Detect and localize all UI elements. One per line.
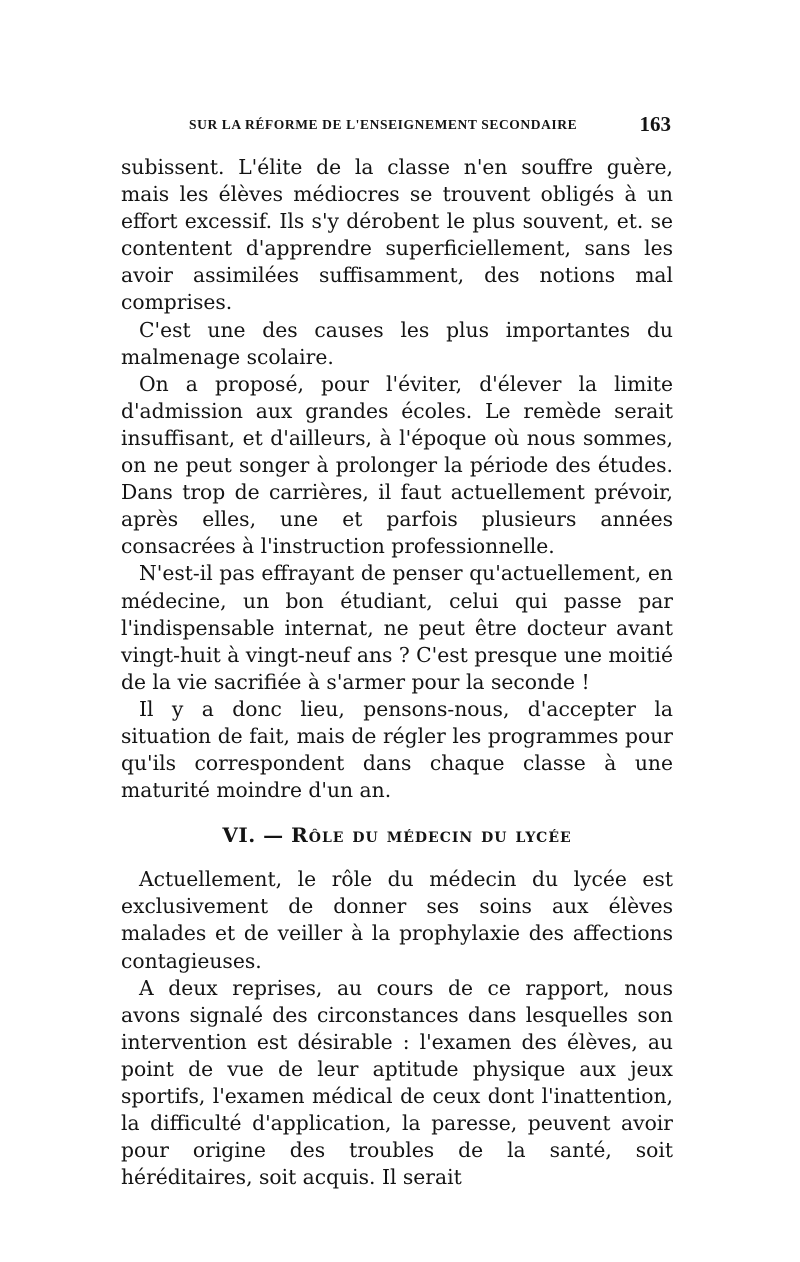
- section-heading: [121, 821, 673, 849]
- body-text: [121, 154, 673, 1191]
- page-number: 163: [639, 112, 671, 136]
- section-number: VI. —: [222, 823, 284, 848]
- paragraph: C'est une des causes les plus importantes du malmenage scolaire.: [121, 317, 673, 369]
- paragraph: Actuellement, le rôle du médecin du lycée est exclusivement de donner ses soins aux élèves malades et de veiller à la prophylaxie des affections contagieuses.: [121, 867, 673, 973]
- running-header: [121, 112, 673, 140]
- book-page: [121, 112, 673, 1191]
- paragraph: Il y a donc lieu, pensons-nous, d'accepter la situation de fait, mais de régler les programmes pour qu'ils correspondent dans chaque classe à une maturité moindre d'un an.: [121, 696, 673, 803]
- paragraph: subissent. L'élite de la classe n'en souffre guère, mais les élèves médiocres se trouvent obligés à un effort excessif. Ils s'y dérobent le plus souvent, et. se contentent d'apprendre superficiellement, sans les avoir assimilées suffisamment, des notions mal comprises.: [121, 155, 673, 315]
- paragraph: On a proposé, pour l'éviter, d'élever la limite d'admission aux grandes écoles. Le remède serait insuffisant, et d'ailleurs, à l'époque où nous sommes, on ne peut songer à prolonger la période des études. Dans trop de carrières, il faut actuellement prévoir, après elles, une et parfois plusieurs années consacrées à l'instruction professionnelle.: [121, 371, 673, 559]
- running-title: SUR LA RÉFORME DE L'ENSEIGNEMENT SECONDAIRE: [189, 117, 578, 132]
- paragraph: A deux reprises, au cours de ce rapport, nous avons signalé des circonstances dans lesquelles son intervention est désirable : l'examen des élèves, au point de vue de leur aptitude physique aux jeux sportifs, l'examen médical de ceux dont l'inattention, la difficulté d'application, la paresse, peuvent avoir pour origine des troubles de la santé, soit héréditaires, soit acquis. Il serait: [121, 975, 673, 1190]
- section-title: Rôle du médecin du lycée: [291, 823, 572, 848]
- paragraph: N'est-il pas effrayant de penser qu'actuellement, en médecine, un bon étudiant, celui qui passe par l'indispensable internat, ne peut être docteur avant vingt-huit à vingt-neuf ans ? C'est presque une moitié de la vie sacrifiée à s'armer pour la seconde !: [121, 561, 673, 694]
